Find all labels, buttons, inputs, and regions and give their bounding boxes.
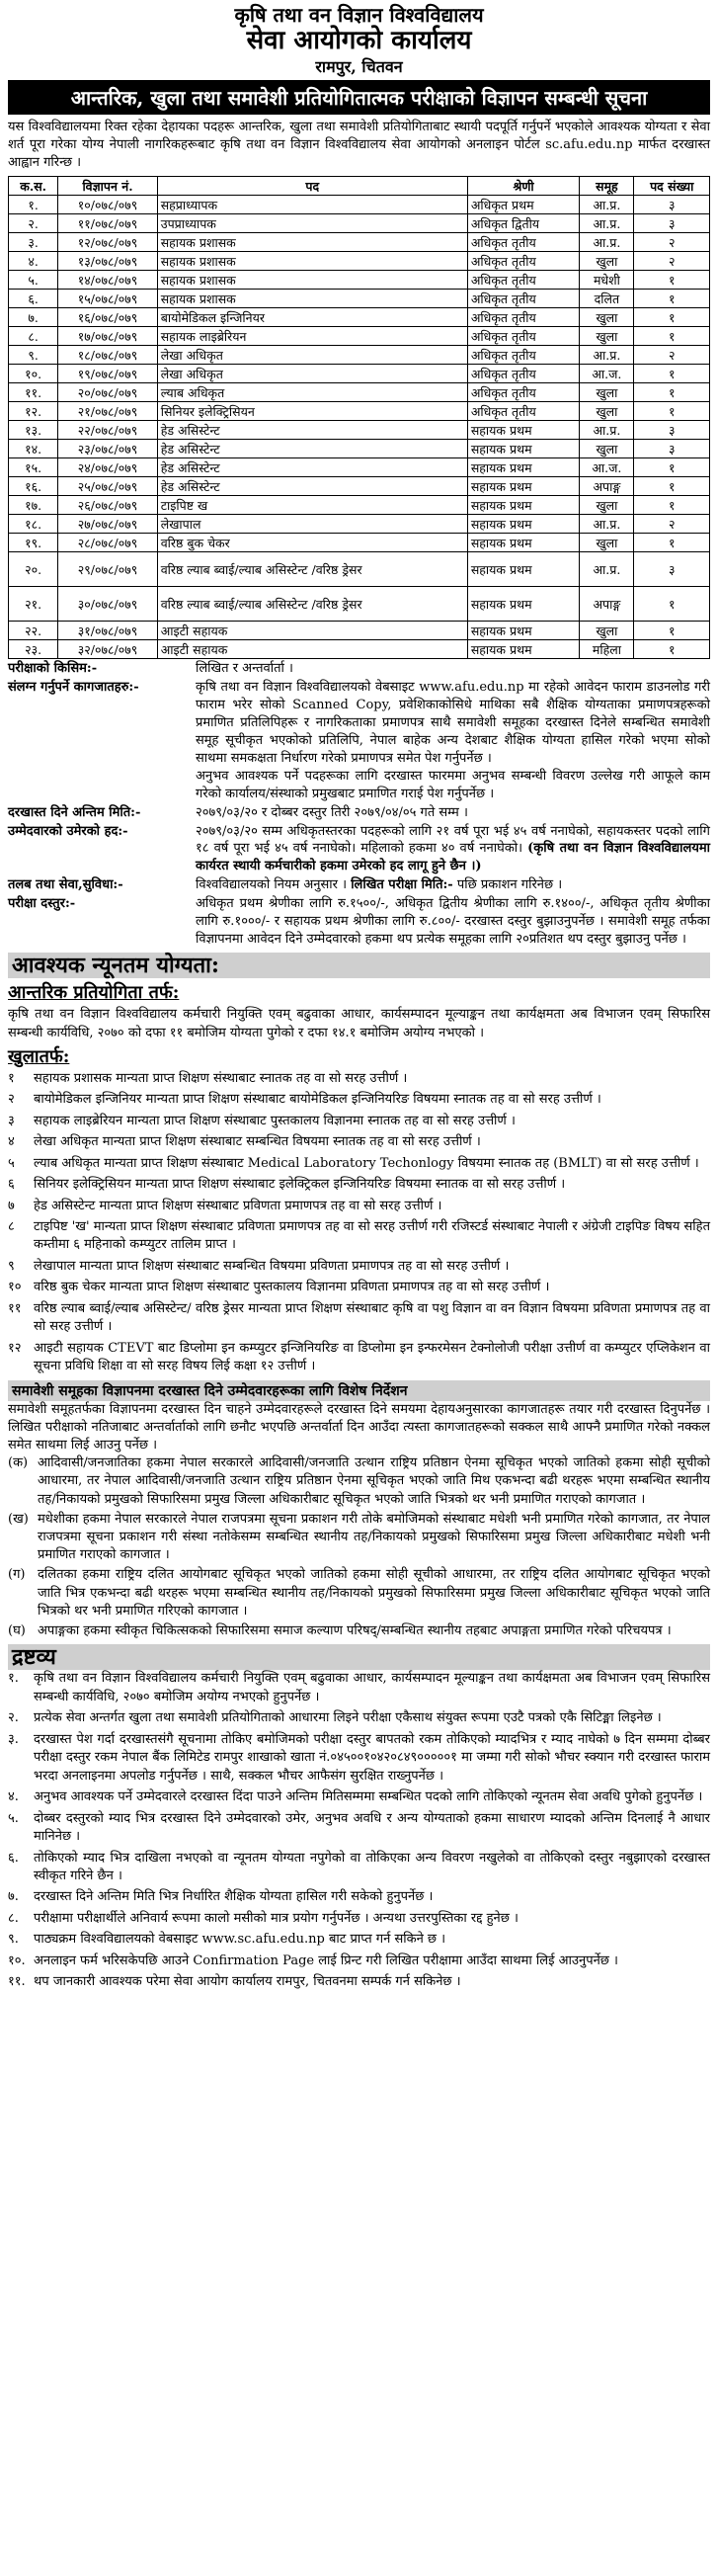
cell-serial: १४. [9,440,58,458]
vacancy-table [8,176,710,659]
notice-header [8,4,710,76]
cell-count: २ [634,346,710,365]
col-ad-number: विज्ञापन नं. [58,177,157,196]
cell-ad-number: २१/०७८/०७९ [58,402,157,421]
cell-class: अधिकृत तृतीय [467,271,580,290]
cell-ad-number: १४/०७८/०७९ [58,271,157,290]
qualification-item-text: सहायक प्रशासक मान्यता प्राप्त शिक्षण संस्थाबाट स्नातक तह वा सो सरह उत्तीर्ण । [34,1070,408,1086]
cell-group: अपाङ्ग [580,587,634,622]
cell-post: हेड असिस्टेन्ट [157,440,467,458]
note-item-text: पाठ्यक्रम विश्वविद्यालयको वेबसाइट www.sc.afu.edu.np बाट प्राप्त गर्न सकिने छ । [34,1932,446,1948]
qualification-item-number: ४ [8,1134,15,1150]
age-limit-note: (कृषि तथा वन विज्ञान विश्वविद्यालयमा कार्यरत स्थायी कर्मचारीको हकमा उमेरको हद लागू हुने छैन ।) [196,841,710,874]
cell-count: १ [634,402,710,421]
cell-post: वरिष्ठ ल्याब ब्वाई/ल्याब असिस्टेन्ट /वरिष्ठ ड्रेसर [157,587,467,622]
cell-class: सहायक प्रथम [467,477,580,496]
cell-serial: १८. [9,515,58,534]
note-item-number: ५. [8,1810,19,1826]
cell-post: टाइपिष्ट ख [157,496,467,515]
vacancy-table-body [9,196,710,659]
note-item [8,1709,710,1727]
cell-post: लेखा अधिकृत [157,346,467,365]
cell-serial: ८. [9,327,58,346]
cell-ad-number: २९/०७८/०७९ [58,552,157,587]
notice-page [8,0,710,1992]
inclusive-group-item-text: अपाङ्गका हकमा स्वीकृत चिकित्सकको सिफारिसमा समाज कल्याण परिषद्/सम्बन्धित स्थानीय तहबाट अपाङ्गता प्रमाणित गरेको परिचयपत्र । [38,1622,672,1638]
qualification-item-text: वरिष्ठ बुक चेकर मान्यता प्राप्त शिक्षण संस्थाबाट पुस्तकालय विज्ञानमा प्रविणता प्रमाणपत्र तह वा सो सरह उत्तीर्ण । [34,1280,550,1295]
table-row [9,587,710,622]
cell-class: सहायक प्रथम [467,587,580,622]
qualification-item [8,1300,710,1337]
cell-group: खुला [580,308,634,327]
cell-group: आ.ज. [580,458,634,477]
cell-count: ३ [634,214,710,233]
open-competition-heading: खुलातर्फ: [8,1045,70,1067]
table-row [9,327,710,346]
qualification-item-number: ११ [8,1300,22,1316]
inclusive-intro: समावेशी समूहतर्फका विज्ञापनमा दरखास्त दिन चाहने उम्मेदवारहरूले दरखास्त दिने समयमा देहायअनुसारका कागजातहरू तयार गरी दरखास्त दिनुपर्नेछ । लिखित परीक्षाको नतिजाबाट अन्तर्वार्ताको लागि छनौट भएपछि अन्तर्वार्ता दिन आउँदा त्यस्ता कागजातहरूको सक्कल साथै आफ्नै प्रमाणित गरेको नक्कल समेत साथमा लिई आउनु पर्नेछ । [8,1401,710,1454]
cell-class: अधिकृत तृतीय [467,402,580,421]
cell-group: आ.प्र. [580,346,634,365]
cell-post: बायोमेडिकल इन्जिनियर [157,308,467,327]
note-item [8,1931,710,1949]
note-item-number: ४. [8,1789,19,1805]
age-limit-label: उम्मेदवारको उमेरको हद:- [8,823,128,839]
cell-count: १ [634,327,710,346]
table-row [9,365,710,383]
cell-class: सहायक प्रथम [467,515,580,534]
inclusive-group-item-text: दलितका हकमा राष्ट्रिय दलित आयोगबाट सूचिकृत भएको जातिको हकमा सोही सूचीको आधारमा, तर राष्ट्रिय दलित आयोगबाट सूचिकृत भएको जाति भित्र एकभन्दा बढी थरहरू भएमा सम्बन्धित स्थानीय तह/निकायको प्रमुखको सिफारिसमा प्रमुख जिल्ला अधिकारीबाट सूचिकृत भएको जाति भित्रको थर भनी प्रमाणित गरिएको कागजात । [38,1567,710,1619]
cell-group: आ.ज. [580,365,634,383]
table-row [9,515,710,534]
internal-competition-heading: आन्तरिक प्रतियोगिता तर्फ: [8,982,180,1004]
cell-post: लेखा अधिकृत [157,365,467,383]
cell-group: आ.प्र. [580,214,634,233]
cell-count: १ [634,290,710,308]
table-row [9,421,710,440]
note-item-text: अनुभव आवश्यक पर्ने उम्मेदवारले दरखास्त दिंदा पाउने अन्तिम मितिसम्ममा सम्बन्धित पदको लागि तोकिएको न्यूनतम सेवा अवधि पुगेको हुनुपर्नेछ । [34,1789,703,1805]
cell-ad-number: २२/०७८/०७९ [58,421,157,440]
cell-post: हेड असिस्टेन्ट [157,477,467,496]
table-row [9,622,710,640]
cell-count: १ [634,308,710,327]
note-item-text: परीक्षामा परीक्षार्थीले अनिवार्य रूपमा कालो मसीको मात्र प्रयोग गर्नुपर्नेछ । अन्यथा उत्तरपुस्तिका रद्द हुनेछ । [34,1910,519,1926]
cell-count: १ [634,365,710,383]
age-limit-value: २०७९/०३/२० सम्म अधिकृतस्तरका पदहरूको लागि २१ वर्ष पूरा भई ४५ वर्ष ननाघेको, सहायकस्तर पदको लागि १८ वर्ष पूरा भई ४५ वर्ष ननाघेको। महिलाको हकमा ४० वर्ष ननाघेको। [196,823,710,857]
cell-group: आ.प्र. [580,233,634,252]
qualification-item-number: ५ [8,1155,15,1171]
qualification-item-text: सहायक लाइब्रेरियन मान्यता प्राप्त शिक्षण संस्थाबाट पुस्तकालय विज्ञानमा स्नातक तह वा सो सरह उत्तीर्ण । [34,1113,516,1128]
intro-paragraph: यस विश्वविद्यालयमा रिक्त रहेका देहायका पदहरू आन्तरिक, खुला तथा समावेशी प्रतियोगिताबाट स्थायी पदपूर्ति गर्नुपर्ने भएकोले आवश्यक योग्यता र सेवा शर्त पूरा गरेका योग्य नेपाली नागरिकहरूबाट कृषि तथा वन विज्ञान विश्वविद्यालय सेवा आयोगको अनलाइन पोर्टल sc.afu.edu.np मार्फत दरखास्त आह्वान गरिन्छ । [8,120,710,171]
col-post: पद [157,177,467,196]
cell-ad-number: १५/०७८/०७९ [58,290,157,308]
qualification-item [8,1198,710,1215]
cell-class: सहायक प्रथम [467,552,580,587]
cell-serial: ९. [9,346,58,365]
note-item-number: ७. [8,1889,19,1905]
cell-group: महिला [580,640,634,659]
cell-group: खुला [580,327,634,346]
exam-fee-value: अधिकृत प्रथम श्रेणीका लागि रु.१५००/-, अधिकृत द्वितीय श्रेणीका लागि रु.१४००/-, अधिकृत तृतीय श्रेणीका लागि रु.१०००/- र सहायक प्रथम श्रेणीका लागि रु.८००/- दरखास्त दस्तुर बुझाउनुपर्नेछ । समावेशी समूह तर्फका विज्ञापनमा आवेदन दिने उम्मेदवारको हकमा थप प्रत्येक समूहका लागि २०प्रतिशत थप दस्तुर बुझाउनु पर्नेछ । [196,896,710,948]
qualification-item-text: टाइपिष्ट 'ख' मान्यता प्राप्त शिक्षण संस्थाबाट प्रविणता प्रमाणपत्र तह वा सो सरह उत्तीर्ण गरी रजिस्टर्ड संस्थाबाट नेपाली र अंग्रेजी टाइपिङ विषय सहित कम्तीमा ६ महिनाको कम्प्युटर तालिम प्राप्त । [34,1219,710,1253]
inclusive-group-item-number: (घ) [8,1622,26,1638]
documents-label: संलग्न गर्नुपर्ने कागजातहरु:- [8,680,139,696]
note-item [8,1731,710,1786]
cell-serial: ११. [9,383,58,402]
qualification-item-number: २ [8,1092,15,1108]
cell-count: १ [634,622,710,640]
cell-class: सहायक प्रथम [467,622,580,640]
cell-class: सहायक प्रथम [467,640,580,659]
cell-count: १ [634,534,710,552]
table-row [9,346,710,365]
cell-class: अधिकृत तृतीय [467,383,580,402]
notes-list [8,1670,710,1991]
cell-count: ३ [634,440,710,458]
cell-count: १ [634,496,710,515]
note-item-number: ११. [8,1974,26,1990]
cell-group: आ.प्र. [580,552,634,587]
qualification-item-text: वरिष्ठ ल्याब ब्वाई/ल्याब असिस्टेन्ट/ वरिष्ठ ड्रेसर मान्यता प्राप्त शिक्षण संस्थाबाट कृषि वा पशु विज्ञान वा वन विज्ञान विषयमा प्रविणता प्रमाणपत्र तह वा सो सरह उत्तीर्ण । [34,1300,710,1335]
cell-ad-number: ११/०७८/०७९ [58,214,157,233]
qualification-item-text: ल्याब अधिकृत मान्यता प्राप्त शिक्षण संस्थाबाट Medical Laboratory Techonlogy विषयमा स्नातक तह (BMLT) वा सो सरह उत्तीर्ण । [34,1155,699,1171]
qualification-item-text: आइटी सहायक CTEVT बाट डिप्लोमा इन कम्प्युटर इन्जिनियरिङ वा डिप्लोमा इन इन्फरमेसन टेक्नोलोजी परीक्षा उत्तीर्ण वा कम्प्युटर एप्लिकेशन वा सूचना प्रविधि शिक्षा वा सो सरह विषय लिई कक्षा १२ उत्तीर्ण । [34,1340,710,1374]
note-item-number: ८. [8,1910,19,1926]
cell-group: मधेशी [580,271,634,290]
note-item [8,1850,710,1886]
note-item [8,1888,710,1906]
cell-class: अधिकृत तृतीय [467,308,580,327]
cell-post: हेड असिस्टेन्ट [157,421,467,440]
inclusive-group-item-text: आदिवासी/जनजातिका हकमा नेपाल सरकारले आदिवासी/जनजाति उत्थान राष्ट्रिय प्रतिष्ठान ऐनमा सूचिकृत भएको जातिको हकमा सोही सूचीको आधारमा, तर नेपाल आदिवासी/जनजाति उत्थान राष्ट्रिय प्रतिष्ठान ऐनमा सूचिकृत भएको जाति मिथ एकभन्दा बढी थरहरू भएमा सम्बन्धित स्थानीय तह/निकायको प्रमुखको सिफारिसमा प्रमुख जिल्ला अधिकारीबाट सूचिकृत भएको जाति भित्रको थर भनी प्रमाणित गराएको कागजात । [38,1455,710,1507]
cell-post: ल्याब अधिकृत [157,383,467,402]
min-qualification-heading: आवश्यक न्यूनतम योग्यता: [8,953,710,978]
cell-ad-number: १६/०७८/०७९ [58,308,157,327]
cell-count: ३ [634,196,710,214]
cell-serial: २. [9,214,58,233]
cell-post: आइटी सहायक [157,640,467,659]
cell-group: खुला [580,496,634,515]
table-row [9,308,710,327]
cell-count: १ [634,458,710,477]
cell-count: ३ [634,552,710,587]
salary-value: विश्वविद्यालयको नियम अनुसार । [196,877,348,893]
cell-group: आ.प्र. [580,421,634,440]
cell-ad-number: २४/०७८/०७९ [58,458,157,477]
table-row [9,383,710,402]
cell-group: खुला [580,622,634,640]
cell-serial: १. [9,196,58,214]
col-class: श्रेणी [467,177,580,196]
inclusive-instructions-heading: समावेशी समूहका विज्ञापनमा दरखास्त दिने उम्मेदवारहरूका लागि विशेष निर्देशन [8,1380,710,1401]
note-item-text: थप जानकारी आवश्यक परेमा सेवा आयोग कार्यालय रामपुर, चितवनमा सम्पर्क गर्न सकिनेछ । [34,1974,461,1990]
note-item [8,1670,710,1706]
cell-ad-number: १९/०७८/०७९ [58,365,157,383]
table-row [9,458,710,477]
cell-serial: २०. [9,552,58,587]
table-row [9,496,710,515]
cell-post: उपप्राध्यापक [157,214,467,233]
cell-serial: १३. [9,421,58,440]
qualification-item [8,1133,710,1151]
cell-serial: १२. [9,402,58,421]
qualification-item-number: ७ [8,1198,15,1213]
cell-count: १ [634,640,710,659]
cell-post: हेड असिस्टेन्ट [157,458,467,477]
cell-ad-number: २६/०७८/०७९ [58,496,157,515]
cell-class: अधिकृत तृतीय [467,252,580,271]
office-name: सेवा आयोगको कार्यालय [246,26,472,55]
qualification-item [8,1258,710,1276]
inclusive-group-item [8,1511,710,1565]
table-row [9,640,710,659]
documents-value: कृषि तथा वन विज्ञान विश्वविद्यालयको वेबसाइट www.afu.edu.np मा रहेको आवेदन फाराम डाउनलोड गरी फाराम भरेर सोको Scanned Copy, प्रवेशिकाकोसिधे माथिका सबै शैक्षिक योग्यताका प्रमाणपत्रहरूको प्रमाणित प्रतिलिपिहरू र नागरिकताका प्रमाणपत्र साथै समावेशी समूहका दरखास्त दिनेले सम्बन्धित समावेशी समूह सूचीकृत भएकोको प्रतिलिपि, नेपाल बाहेक अन्य देशबाट शैक्षिक योग्यता हासिल गरेको भएमा सोको साथमा समकक्षता निर्धारण गरेको प्रमाणपत्र समेत पेश गर्नुपर्नेछ । [196,680,710,766]
cell-group: खुला [580,383,634,402]
cell-post: आइटी सहायक [157,622,467,640]
qualification-list [8,1070,710,1376]
salary-label: तलब तथा सेवा,सुविधा:- [8,877,123,893]
cell-serial: १०. [9,365,58,383]
cell-post: सहायक प्रशासक [157,290,467,308]
cell-serial: २१. [9,587,58,622]
table-row [9,477,710,496]
cell-ad-number: ३०/०७८/०७९ [58,587,157,622]
note-item [8,1910,710,1928]
qualification-item-text: बायोमेडिकल इन्जिनियर मान्यता प्राप्त शिक्षण संस्थाबाट बायोमेडिकल इन्जिनियरिङ विषयमा स्नातक तह वा सो सरह उत्तीर्ण । [34,1092,601,1108]
cell-group: खुला [580,252,634,271]
qualification-item-number: १२ [8,1340,22,1356]
cell-group: दलित [580,290,634,308]
qualification-item-text: हेड असिस्टेन्ट मान्यता प्राप्त शिक्षण संस्थाबाट प्रविणता प्रमाणपत्र तह वा सो सरह उत्तीर्ण । [34,1198,442,1213]
note-item-text: तोकिएको म्याद भित्र दाखिला नभएको वा न्यूनतम योग्यता नपुगेको वा तोकिएका अन्य विवरण नखुलेको वा तोकिएको दस्तुर नबुझाएको दरखास्त स्वीकृत गरिने छैन । [34,1850,710,1884]
cell-count: १ [634,477,710,496]
notice-title-banner: आन्तरिक, खुला तथा समावेशी प्रतियोगितात्मक परीक्षाको विज्ञापन सम्बन्धी सूचना [8,80,710,115]
table-row [9,233,710,252]
exam-info [8,660,710,949]
cell-class: अधिकृत द्वितीय [467,214,580,233]
cell-count: १ [634,587,710,622]
cell-count: १ [634,271,710,290]
cell-group: खुला [580,440,634,458]
note-item-text: दोब्बर दस्तुरको म्याद भित्र दरखास्त दिने उम्मेदवारको उमेर, अनुभव अवधि र अन्य योग्यताको हकमा साधारण म्यादको अन्तिम दिनलाई नै आधार मानिनेछ । [34,1810,710,1845]
cell-ad-number: १२/०७८/०७९ [58,233,157,252]
note-item-text: दरखास्त पेश गर्दा दरखास्तसंगै सूचनामा तोकिए बमोजिमको परीक्षा दस्तुर बापतको रकम तोकिएको म्यादभित्र र म्याद नाघेको ७ दिन सम्ममा दोब्बर परीक्षा दस्तुर रकम नेपाल बैंक लिमिटेड रामपुर शाखाको खाता नं.०४५००१०४२०८४९०००००१ मा जम्मा गरी सोको भौचर स्क्यान गरी दरखास्त फाराम भरदा अनलाइनमा अपलोड गर्नुपर्नेछ । साथै, सक्कल भौचर आफैसंग सुरक्षित राख्नुपर्नेछ । [34,1731,710,1784]
table-row [9,214,710,233]
cell-class: अधिकृत तृतीय [467,327,580,346]
notes-heading: द्रष्टव्य [8,1644,710,1670]
cell-post: वरिष्ठ ल्याब ब्वाई/ल्याब असिस्टेन्ट /वरिष्ठ ड्रेसर [157,552,467,587]
inclusive-group-item-text: मधेशीका हकमा नेपाल सरकारले नेपाल राजपत्रमा सूचना प्रकाशन गरी तोके बमोजिमको संस्थाबाट मधेशी भनी प्रमाणित गरेको कागजात, तर नेपाल राजपत्रमा सूचना प्रकाशन गरी संस्था नतोकेसम्म सम्बन्धित स्थानीय तह/निकायको प्रमुखको सिफारिसमा प्रमुख जिल्ला अधिकारीबाट मधेशी भनी प्रमाणित गराएको कागजात । [38,1511,710,1563]
note-item-number: ३. [8,1731,19,1747]
col-count: पद संख्या [634,177,710,196]
cell-class: अधिकृत तृतीय [467,290,580,308]
cell-class: अधिकृत तृतीय [467,346,580,365]
cell-serial: १७. [9,496,58,515]
deadline-label: दरखास्त दिने अन्तिम मिति:- [8,804,141,820]
cell-serial: २२. [9,622,58,640]
cell-group: आ.प्र. [580,196,634,214]
cell-serial: २३. [9,640,58,659]
table-row [9,196,710,214]
cell-post: लेखापाल [157,515,467,534]
note-item [8,1788,710,1806]
inclusive-group-item-number: (ख) [8,1511,29,1527]
cell-ad-number: १३/०७८/०७९ [58,252,157,271]
cell-group: आ.प्र. [580,515,634,534]
inclusive-group-item [8,1454,710,1509]
cell-serial: १६. [9,477,58,496]
deadline-value: २०७९/०३/२० र दोब्बर दस्तुर तिरी २०७९/०४/०५ गते सम्म । [196,804,468,820]
note-item-text: दरखास्त दिने अन्तिम मिति भित्र निर्धारित शैक्षिक योग्यता हासिल गरी सकेको हुनुपर्नेछ । [34,1889,434,1905]
note-item-number: ९. [8,1932,19,1948]
qualification-item-number: ८ [8,1219,15,1235]
cell-ad-number: २५/०७८/०७९ [58,477,157,496]
qualification-item-text: लेखापाल मान्यता प्राप्त शिक्षण संस्थाबाट सम्बन्धित विषयमा प्रविणता प्रमाणपत्र तह वा सो सरह उत्तीर्ण । [34,1258,510,1274]
cell-group: खुला [580,402,634,421]
note-item [8,1953,710,1970]
university-name: कृषि तथा वन विज्ञान विश्वविद्यालय [234,3,484,27]
note-item [8,1810,710,1847]
inclusive-group-item [8,1566,710,1620]
cell-count: ३ [634,421,710,440]
qualification-item-number: १ [8,1070,15,1086]
table-row [9,402,710,421]
note-item-text: प्रत्येक सेवा अन्तर्गत खुला तथा समावेशी प्रतियोगिताको आधारमा लिइने परीक्षा एकैसाथ संयुक्त रूपमा एउटै पत्रको एकै सिटिङ्मा लिइनेछ । [34,1710,662,1726]
qualification-item [8,1279,710,1296]
cell-ad-number: २३/०७८/०७९ [58,440,157,458]
cell-ad-number: २८/०७८/०७९ [58,534,157,552]
cell-ad-number: २०/०७८/०७९ [58,383,157,402]
cell-serial: ७. [9,308,58,327]
cell-class: सहायक प्रथम [467,440,580,458]
office-location: रामपुर, चितवन [315,56,403,76]
note-item-number: २. [8,1710,19,1726]
cell-serial: १९. [9,534,58,552]
cell-class: अधिकृत प्रथम [467,196,580,214]
cell-ad-number: ३२/०७८/०७९ [58,640,157,659]
qualification-item-number: ६ [8,1177,15,1193]
cell-post: वरिष्ठ बुक चेकर [157,534,467,552]
cell-post: सहायक प्रशासक [157,271,467,290]
cell-serial: ६. [9,290,58,308]
col-serial: क.स. [9,177,58,196]
inclusive-group-item-number: (ग) [8,1567,26,1583]
cell-count: २ [634,252,710,271]
cell-ad-number: १०/०७८/०७९ [58,196,157,214]
note-item [8,1973,710,1991]
qualification-item [8,1340,710,1376]
cell-class: सहायक प्रथम [467,496,580,515]
cell-class: सहायक प्रथम [467,421,580,440]
qualification-item [8,1091,710,1109]
cell-post: सहप्राध्यापक [157,196,467,214]
exam-type-label: परीक्षाको किसिम:- [8,661,98,677]
note-item-number: ६. [8,1850,19,1866]
qualification-item [8,1113,710,1130]
inclusive-group-list [8,1454,710,1640]
cell-class: अधिकृत तृतीय [467,233,580,252]
table-row [9,252,710,271]
qualification-item-text: सिनियर इलेक्ट्रिसियन मान्यता प्राप्त शिक्षण संस्थाबाट इलेक्ट्रिकल इन्जिनियरिङ विषयमा स्नातक वा सो सरह उत्तीर्ण । [34,1177,566,1193]
inclusive-group-item [8,1622,710,1640]
written-exam-date-label: लिखित परीक्षा मिति:- [351,877,453,893]
qualification-item [8,1176,710,1194]
table-row [9,271,710,290]
qualification-item [8,1218,710,1255]
cell-group: खुला [580,534,634,552]
written-exam-date-value: पछि प्रकाशन गरिनेछ । [456,877,563,893]
cell-serial: ३. [9,233,58,252]
cell-group: अपाङ्ग [580,477,634,496]
qualification-item-number: ९ [8,1258,15,1274]
col-group: समूह [580,177,634,196]
note-item-number: १०. [8,1953,26,1968]
cell-ad-number: २७/०७८/०७९ [58,515,157,534]
cell-post: सहायक प्रशासक [157,252,467,271]
cell-ad-number: १७/०७८/०७९ [58,327,157,346]
note-item-number: १. [8,1671,19,1687]
cell-ad-number: ३१/०७८/०७९ [58,622,157,640]
cell-serial: ४. [9,252,58,271]
vacancy-table-header [9,177,710,196]
internal-competition-text: कृषि तथा वन विज्ञान विश्वविद्यालय कर्मचारी नियुक्ति एवम् बढुवाका आधार, कार्यसम्पादन मूल्याङ्कन तथा कार्यक्षमता अब विभाजन एवम् सिफारिस सम्बन्धी कार्यविधि, २०७० को दफा ११ बमोजिम योग्यता पुगेको र दफा १४.१ बमोजिम अयोग्य नभएको । [8,1007,710,1040]
cell-ad-number: १८/०७८/०७९ [58,346,157,365]
cell-serial: ५. [9,271,58,290]
qualification-item [8,1155,710,1173]
qualification-item-number: ३ [8,1113,15,1128]
cell-count: २ [634,233,710,252]
cell-class: अधिकृत तृतीय [467,365,580,383]
cell-class: सहायक प्रथम [467,458,580,477]
cell-serial: १५. [9,458,58,477]
cell-count: १ [634,383,710,402]
cell-post: सहायक लाइब्रेरियन [157,327,467,346]
cell-count: २ [634,515,710,534]
note-item-text: कृषि तथा वन विज्ञान विश्वविद्यालय कर्मचारी नियुक्ति एवम् बढुवाका आधार, कार्यसम्पादन मूल्याङ्कन तथा कार्यक्षमता अब विभाजन एवम् सिफारिस सम्बन्धी कार्यविधि, २०७० बमोजिम अयोग्य नभएको हुनुपर्नेछ । [34,1671,710,1704]
cell-post: सहायक प्रशासक [157,233,467,252]
exam-type-value: लिखित र अन्तर्वार्ता । [196,661,293,677]
exam-fee-label: परीक्षा दस्तुर:- [8,896,76,912]
table-row [9,440,710,458]
note-item-text: अनलाइन फर्म भरिसकेपछि आउने Confirmation Page लाई प्रिन्ट गरी लिखित परीक्षामा आउँदा साथमा लिई आउनुपर्नेछ । [34,1953,618,1968]
table-row [9,552,710,587]
cell-post: सिनियर इलेक्ट्रिसियन [157,402,467,421]
table-row [9,534,710,552]
qualification-item [8,1070,710,1088]
qualification-item-number: १० [8,1280,22,1295]
table-row [9,290,710,308]
documents-experience-value: अनुभव आवश्यक पर्ने पदहरूका लागि दरखास्त फारममा अनुभव सम्बन्धी विवरण उल्लेख गरी आफूले काम गरेको कार्यालय/संस्थाको प्रमुखबाट प्रमाणित गराई पेश गर्नुपर्नेछ । [196,768,710,801]
cell-class: सहायक प्रथम [467,534,580,552]
inclusive-group-item-number: (क) [8,1455,29,1471]
qualification-item-text: लेखा अधिकृत मान्यता प्राप्त शिक्षण संस्थाबाट सम्बन्धित विषयमा स्नातक तह वा सो सरह उत्तीर्ण । [34,1134,481,1150]
